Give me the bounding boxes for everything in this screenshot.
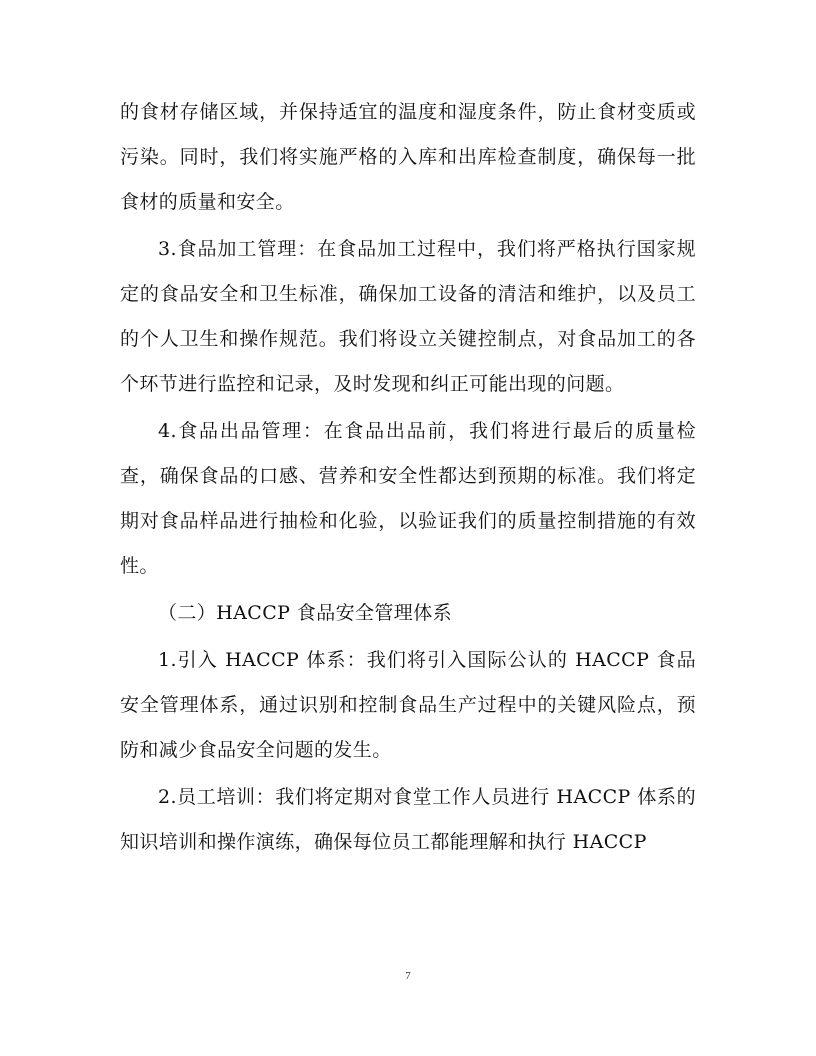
- page-number: 7: [405, 970, 411, 982]
- paragraph-storage-continuation: 的食材存储区域，并保持适宜的温度和湿度条件，防止食材变质或污染。同时，我们将实施严格的入库和出库检查制度，确保每一批食材的质量和安全。: [120, 101, 696, 213]
- paragraph-food-processing: 3.食品加工管理：在食品加工过程中，我们将严格执行国家规定的食品安全和卫生标准，确保加工设备的清洁和维护，以及员工的个人卫生和操作规范。我们将设立关键控制点，对食品加工的各个环节进行监控和记录，及时发现和纠正可能出现的问题。: [120, 238, 696, 395]
- document-body: [120, 90, 696, 867]
- paragraph-haccp-intro: 1.引入 HACCP 体系：我们将引入国际公认的 HACCP 食品安全管理体系，通过识别和控制食品生产过程中的关键风险点，预防和减少食品安全问题的发生。: [120, 649, 696, 761]
- paragraph-food-serving: 4.食品出品管理：在食品出品前，我们将进行最后的质量检查，确保食品的口感、营养和安全性都达到预期的标准。我们将定期对食品样品进行抽检和化验，以验证我们的质量控制措施的有效性。: [120, 420, 696, 577]
- paragraph-staff-training: 2.员工培训：我们将定期对食堂工作人员进行 HACCP 体系的知识培训和操作演练，确保每位员工都能理解和执行 HACCP: [120, 786, 696, 853]
- section-heading-haccp: （二）HACCP 食品安全管理体系: [158, 602, 452, 624]
